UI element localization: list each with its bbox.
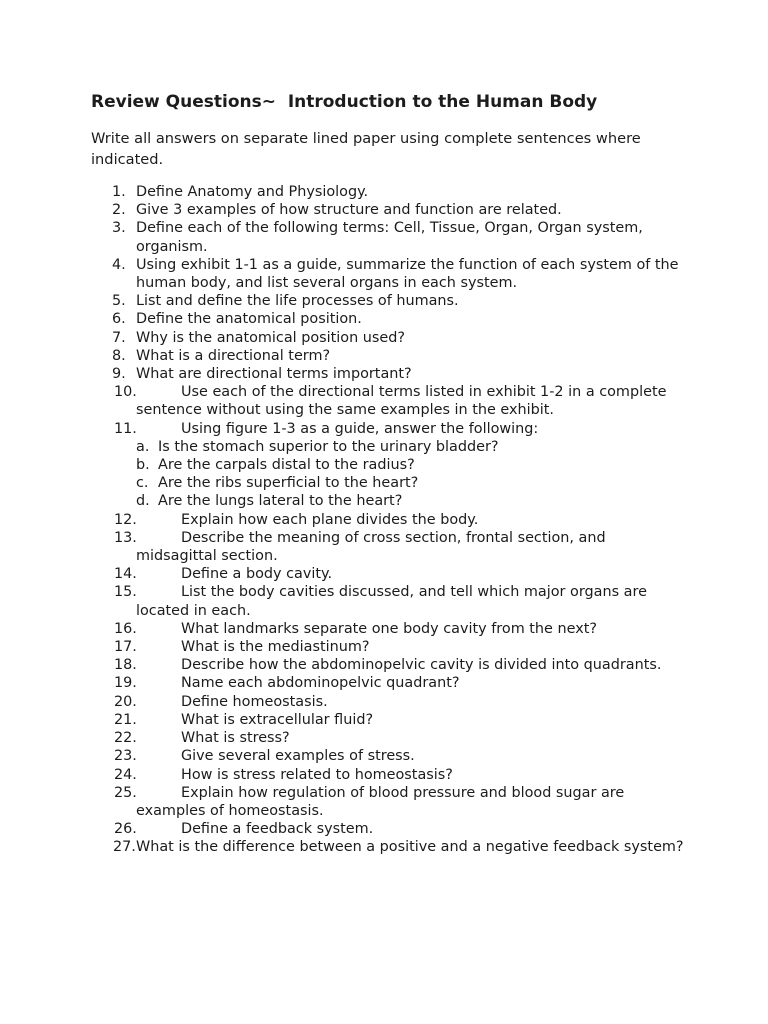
question-number: 4.	[112, 256, 126, 273]
question-text: Describe how the abdominopelvic cavity is divided into quadrants.	[181, 657, 662, 674]
question-number: 7.	[112, 329, 126, 346]
question-item-7	[0, 329, 684, 347]
question-item-2	[0, 201, 684, 219]
question-text: Explain how each plane divides the body.	[181, 511, 479, 528]
question-number: 10.	[114, 384, 137, 401]
question-text: Define a feedback system.	[181, 821, 374, 838]
question-text: What are directional terms important?	[136, 366, 412, 383]
question-number: 16.	[114, 620, 137, 637]
question-number: 18.	[114, 657, 137, 674]
question-item-16	[0, 620, 684, 638]
question-number: 13.	[114, 529, 137, 546]
subquestion-letter: c.	[136, 475, 149, 492]
question-item-23	[0, 747, 684, 765]
question-item-10	[0, 383, 684, 419]
question-item-26	[0, 820, 684, 838]
question-text: Give several examples of stress.	[181, 748, 415, 765]
question-item-8	[0, 347, 684, 365]
subquestion-item-c	[0, 474, 678, 492]
question-text: Why is the anatomical position used?	[136, 329, 406, 346]
question-text: What is stress?	[181, 730, 290, 747]
question-number: 27.	[113, 839, 136, 856]
subquestion-text: Are the ribs superficial to the heart?	[158, 475, 419, 492]
question-item-6	[0, 310, 684, 328]
question-number: 3.	[112, 220, 126, 237]
question-item-9	[0, 365, 684, 383]
question-text: What landmarks separate one body cavity from the next?	[181, 620, 597, 637]
question-text: What is the mediastinum?	[181, 639, 370, 656]
question-number: 6.	[112, 311, 126, 328]
subquestion-item-d	[0, 492, 678, 510]
question-number: 24.	[114, 766, 137, 783]
question-number: 9.	[112, 366, 126, 383]
question-item-4	[0, 256, 684, 292]
question-text: Define Anatomy and Physiology.	[136, 184, 369, 200]
question-item-22	[0, 729, 684, 747]
question-item-24	[0, 766, 684, 784]
question-number: 8.	[112, 347, 126, 364]
question-text: List the body cavities discussed, and tell which major organs are located in each.	[136, 584, 647, 619]
subquestion-text: Are the carpals distal to the radius?	[158, 457, 415, 474]
question-item-18	[0, 656, 684, 674]
question-text: Explain how regulation of blood pressure and blood sugar are examples of homeostasis.	[136, 784, 625, 819]
question-number: 26.	[114, 821, 137, 838]
page-title: Review Questions~ Introduction to the Human Body	[91, 92, 598, 112]
question-text: Using figure 1-3 as a guide, answer the following:	[181, 420, 539, 437]
subquestion-item-a	[0, 438, 678, 456]
question-number: 22.	[114, 730, 137, 747]
question-item-5	[0, 292, 684, 310]
question-text: Give 3 examples of how structure and function are related.	[136, 202, 562, 219]
question-text: Name each abdominopelvic quadrant?	[181, 675, 460, 692]
question-text: Define each of the following terms: Cell, Tissue, Organ, Organ system, organism.	[136, 220, 643, 255]
question-item-25	[0, 784, 684, 820]
question-text: List and define the life processes of humans.	[136, 293, 459, 310]
question-list	[0, 183, 768, 857]
question-number: 5.	[112, 293, 126, 310]
question-text: Using exhibit 1-1 as a guide, summarize the function of each system of the human body, and list several organs in each system.	[136, 256, 679, 292]
question-text: Define a body cavity.	[181, 566, 333, 583]
question-number: 11.	[114, 420, 137, 437]
question-item-3	[0, 219, 684, 255]
question-number: 17.	[114, 639, 137, 656]
question-item-20	[0, 693, 684, 711]
subquestion-text: Are the lungs lateral to the heart?	[158, 493, 403, 510]
question-item-15	[0, 583, 684, 619]
question-item-27	[0, 838, 684, 856]
question-text: How is stress related to homeostasis?	[181, 766, 453, 783]
question-text: What is extracellular fluid?	[181, 711, 374, 728]
question-item-21	[0, 711, 684, 729]
subquestion-letter: b.	[136, 457, 150, 474]
question-number: 20.	[114, 693, 137, 710]
question-number: 25.	[114, 784, 137, 801]
question-text: What is the difference between a positive and a negative feedback system?	[136, 839, 684, 856]
question-item-14	[0, 565, 684, 583]
subquestion-text: Is the stomach superior to the urinary bladder?	[158, 438, 499, 455]
question-number: 15.	[114, 584, 137, 601]
question-text: Describe the meaning of cross section, frontal section, and midsagittal section.	[136, 529, 606, 565]
question-number: 1.	[112, 184, 126, 200]
subquestion-letter: a.	[136, 438, 150, 455]
instructions-text: Write all answers on separate lined paper using complete sentences where indicated.	[91, 130, 641, 168]
subquestion-letter: d.	[136, 493, 150, 510]
question-text: Use each of the directional terms listed in exhibit 1-2 in a complete sentence without using the same examples in the exhibit.	[136, 384, 667, 419]
question-text: Define the anatomical position.	[136, 311, 362, 328]
question-item-12	[0, 511, 684, 529]
question-item-1	[0, 183, 684, 201]
question-item-17	[0, 638, 684, 656]
question-number: 2.	[112, 202, 126, 219]
subquestion-item-b	[0, 456, 678, 474]
question-number: 14.	[114, 566, 137, 583]
question-item-13	[0, 529, 684, 565]
question-item-11	[0, 420, 684, 438]
question-text: What is a directional term?	[136, 347, 331, 364]
question-text: Define homeostasis.	[181, 693, 328, 710]
question-number: 19.	[114, 675, 137, 692]
question-number: 23.	[114, 748, 137, 765]
question-number: 21.	[114, 711, 137, 728]
question-item-19	[0, 674, 684, 692]
question-number: 12.	[114, 511, 137, 528]
